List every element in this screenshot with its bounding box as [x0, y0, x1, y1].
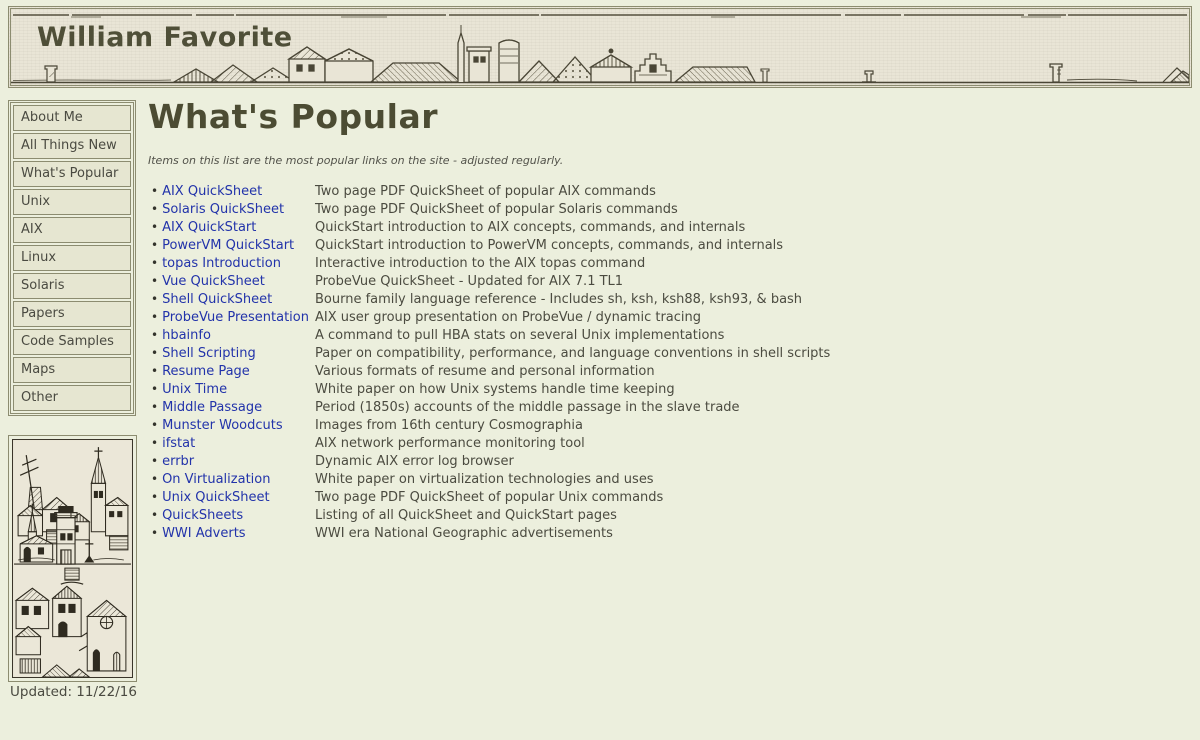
sidebar-item[interactable]: Papers	[13, 301, 131, 327]
popular-list-row	[148, 397, 1178, 415]
link-cell	[151, 487, 315, 507]
popular-list-row	[148, 415, 1178, 433]
popular-list-row	[148, 271, 1178, 289]
popular-list-row	[148, 451, 1178, 469]
popular-link[interactable]: Munster Woodcuts	[162, 418, 283, 433]
bullet-icon: •	[151, 418, 159, 432]
popular-link-description: Paper on compatibility, performance, and language conventions in shell scripts	[315, 346, 831, 361]
link-cell	[151, 289, 315, 309]
bullet-icon: •	[151, 526, 159, 540]
bullet-icon: •	[151, 472, 159, 486]
link-cell	[151, 505, 315, 525]
bullet-icon: •	[151, 508, 159, 522]
popular-list-row	[148, 505, 1178, 523]
popular-link[interactable]: Shell Scripting	[162, 346, 256, 361]
link-cell	[151, 217, 315, 237]
bullet-icon: •	[151, 238, 159, 252]
link-cell	[151, 523, 315, 543]
popular-link-description: QuickStart introduction to AIX concepts, commands, and internals	[315, 220, 746, 235]
link-cell	[151, 433, 315, 453]
bullet-icon: •	[151, 328, 159, 342]
link-cell	[151, 253, 315, 273]
popular-list-row	[148, 307, 1178, 325]
bullet-icon: •	[151, 220, 159, 234]
popular-list-row	[148, 181, 1178, 199]
popular-link[interactable]: Shell QuickSheet	[162, 292, 273, 307]
popular-list-row	[148, 217, 1178, 235]
popular-link[interactable]: PowerVM QuickStart	[162, 238, 295, 253]
bullet-icon: •	[151, 454, 159, 468]
popular-list-row	[148, 361, 1178, 379]
sidebar-item[interactable]: AIX	[13, 217, 131, 243]
popular-link[interactable]: Resume Page	[162, 364, 250, 379]
popular-link-description: A command to pull HBA stats on several Unix implementations	[315, 328, 725, 343]
link-cell	[151, 307, 315, 327]
link-cell	[151, 235, 315, 255]
popular-link[interactable]: Unix Time	[162, 382, 228, 397]
link-cell	[151, 343, 315, 363]
popular-link-description: White paper on how Unix systems handle time keeping	[315, 382, 675, 397]
link-cell	[151, 325, 315, 345]
sidebar-item[interactable]: All Things New	[13, 133, 131, 159]
popular-link-description: Bourne family language reference - Includes sh, ksh, ksh88, ksh93, & bash	[315, 292, 803, 307]
popular-link[interactable]: AIX QuickStart	[162, 220, 257, 235]
sidebar-item[interactable]: About Me	[13, 105, 131, 131]
popular-link[interactable]: On Virtualization	[162, 472, 271, 487]
popular-link-description: Interactive introduction to the AIX topas command	[315, 256, 646, 271]
popular-link-description: Two page PDF QuickSheet of popular Unix commands	[315, 490, 664, 505]
bullet-icon: •	[151, 400, 159, 414]
popular-link-description: Dynamic AIX error log browser	[315, 454, 514, 469]
popular-list-row	[148, 253, 1178, 271]
popular-link[interactable]: errbr	[162, 454, 195, 469]
popular-list-row	[148, 199, 1178, 217]
link-cell	[151, 469, 315, 489]
popular-link[interactable]: AIX QuickSheet	[162, 184, 263, 199]
sidebar-nav	[8, 100, 136, 416]
link-cell	[151, 379, 315, 399]
bullet-icon: •	[151, 436, 159, 450]
sidebar-item[interactable]: Solaris	[13, 273, 131, 299]
bullet-icon: •	[151, 310, 159, 324]
bullet-icon: •	[151, 364, 159, 378]
popular-link[interactable]: WWI Adverts	[162, 526, 246, 541]
popular-link[interactable]: ProbeVue Presentation	[162, 310, 309, 325]
link-cell	[151, 397, 315, 417]
sidebar-item[interactable]: Code Samples	[13, 329, 131, 355]
popular-link[interactable]: Solaris QuickSheet	[162, 202, 285, 217]
link-cell	[151, 361, 315, 381]
popular-link-description: Listing of all QuickSheet and QuickStart pages	[315, 508, 617, 523]
updated-label: Updated: 11/22/16	[10, 684, 137, 700]
bullet-icon: •	[151, 490, 159, 504]
link-cell	[151, 199, 315, 219]
bullet-icon: •	[151, 292, 159, 306]
sidebar-item[interactable]: Maps	[13, 357, 131, 383]
popular-list-row	[148, 325, 1178, 343]
popular-list-row	[148, 523, 1178, 541]
bullet-icon: •	[151, 256, 159, 270]
popular-link-description: White paper on virtualization technologies and uses	[315, 472, 654, 487]
link-cell	[151, 415, 315, 435]
popular-link-description: Period (1850s) accounts of the middle passage in the slave trade	[315, 400, 740, 415]
popular-link-description: ProbeVue QuickSheet - Updated for AIX 7.1 TL1	[315, 274, 624, 289]
sidebar-item[interactable]: Other	[13, 385, 131, 411]
popular-list-row	[148, 433, 1178, 451]
popular-link[interactable]: QuickSheets	[162, 508, 244, 523]
bullet-icon: •	[151, 346, 159, 360]
link-cell	[151, 451, 315, 471]
main-content	[148, 97, 1178, 541]
bullet-icon: •	[151, 184, 159, 198]
popular-link[interactable]: Vue QuickSheet	[162, 274, 265, 289]
popular-link-description: Images from 16th century Cosmographia	[315, 418, 583, 433]
popular-link-description: WWI era National Geographic advertisements	[315, 526, 613, 541]
popular-list-row	[148, 469, 1178, 487]
link-cell	[151, 271, 315, 291]
popular-list-row	[148, 343, 1178, 361]
page-title: What's Popular	[148, 97, 438, 136]
popular-link-description: Two page PDF QuickSheet of popular AIX commands	[315, 184, 656, 199]
sidebar-item[interactable]: What's Popular	[13, 161, 131, 187]
popular-link-description: Various formats of resume and personal information	[315, 364, 655, 379]
bullet-icon: •	[151, 274, 159, 288]
sidebar-item[interactable]: Unix	[13, 189, 131, 215]
popular-list-row	[148, 379, 1178, 397]
popular-list-row	[148, 289, 1178, 307]
bullet-icon: •	[151, 202, 159, 216]
popular-list-row	[148, 487, 1178, 505]
popular-link[interactable]: Unix QuickSheet	[162, 490, 270, 505]
link-cell	[151, 181, 315, 201]
bullet-icon: •	[151, 382, 159, 396]
site-title: William Favorite	[37, 22, 293, 53]
popular-link-description: AIX network performance monitoring tool	[315, 436, 585, 451]
popular-link-description: AIX user group presentation on ProbeVue / dynamic tracing	[315, 310, 702, 325]
popular-list-row	[148, 235, 1178, 253]
popular-link[interactable]: topas Introduction	[162, 256, 281, 271]
woodcut-city-image	[8, 435, 137, 682]
popular-link-description: QuickStart introduction to PowerVM concepts, commands, and internals	[315, 238, 784, 253]
sidebar-item[interactable]: Linux	[13, 245, 131, 271]
popular-link[interactable]: Middle Passage	[162, 400, 263, 415]
popular-link[interactable]: hbainfo	[162, 328, 211, 343]
header-banner	[8, 6, 1192, 88]
page-tagline: Items on this list are the most popular links on the site - adjusted regularly.	[148, 154, 564, 167]
popular-link-description: Two page PDF QuickSheet of popular Solaris commands	[315, 202, 678, 217]
popular-links-list	[148, 181, 1178, 541]
popular-link[interactable]: ifstat	[162, 436, 196, 451]
